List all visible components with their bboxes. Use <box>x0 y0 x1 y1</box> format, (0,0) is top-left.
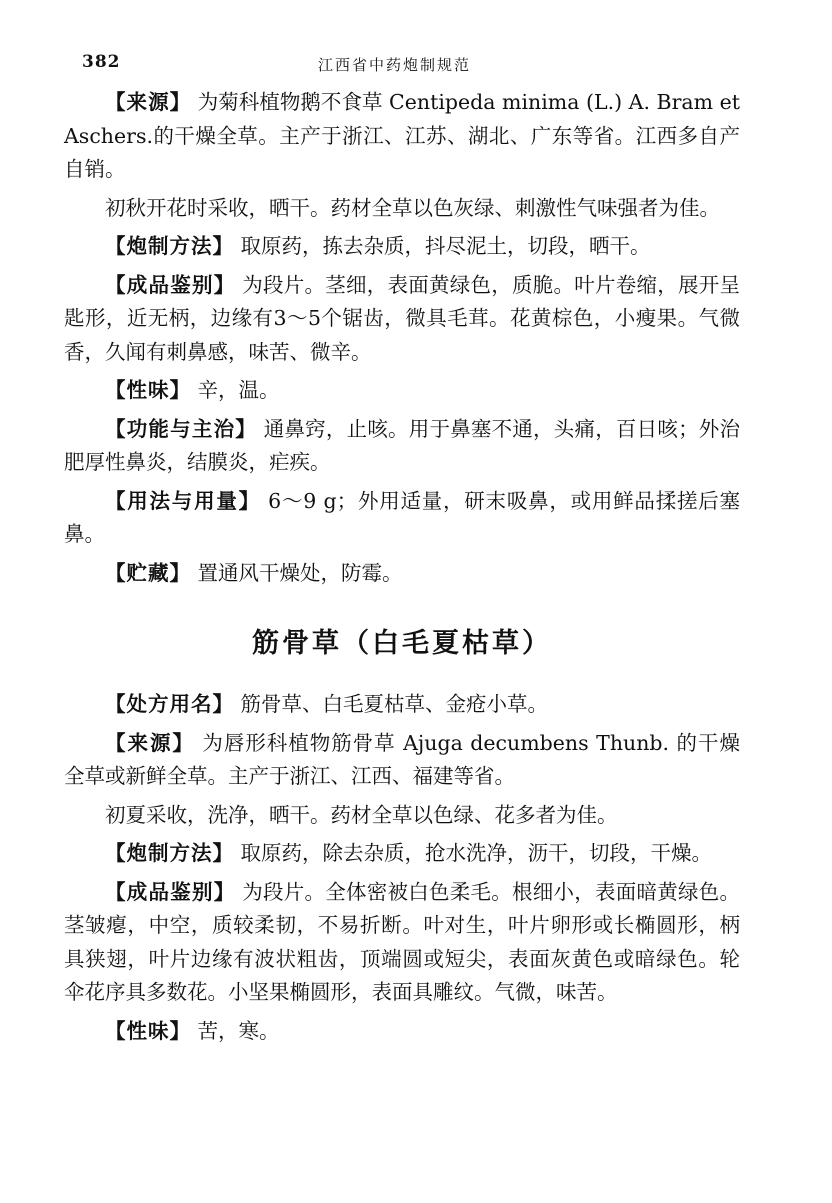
entry2-nature-label: 【性味】 <box>105 1018 191 1043</box>
entry1-source-text: 为菊科植物鹅不食草 Centipeda minima (L.) A. Bram et Aschers.的干燥全草。主产于浙江、江苏、湖北、广东等省。江西多自产自销。 <box>64 90 740 181</box>
entry2-processing-label: 【炮制方法】 <box>105 841 234 865</box>
entry1-usage-text: 6～9 g；外用适量，研末吸鼻，或用鲜品揉搓后塞鼻。 <box>64 488 740 546</box>
entry1-usage-label: 【用法与用量】 <box>105 488 261 513</box>
entry1-function-text: 通鼻窍，止咳。用于鼻塞不通，头痛，百日咳；外治肥厚性鼻炎，结膜炎，疟疾。 <box>64 416 741 474</box>
entry1-harvest: 初秋开花时采收，晒干。药材全草以色灰绿、刺激性气味强者为佳。 <box>105 195 720 220</box>
entry1-storage-label: 【贮藏】 <box>105 560 191 585</box>
entry1-source <box>64 86 740 187</box>
entry2-names-text: 筋骨草、白毛夏枯草、金疮小草。 <box>234 692 549 716</box>
entry1-function-label: 【功能与主治】 <box>105 416 258 441</box>
entry1-identification-label: 【成品鉴别】 <box>105 272 236 297</box>
entry2-source-text: 为唇形科植物筋骨草 Ajuga decumbens Thunb. 的干燥全草或新鲜全草。主产于浙江、江西、福建等省。 <box>64 730 740 788</box>
entry2-processing-text: 取原药，除去杂质，抢水洗净，沥干，切段，干燥。 <box>234 841 713 865</box>
entry1-processing <box>64 230 740 264</box>
entry2-harvest: 初夏采收，洗净，晒干。药材全草以色绿、花多者为佳。 <box>105 802 618 827</box>
entry2-names <box>64 688 740 722</box>
entry2-identification-text: 为段片。全体密被白色柔毛。根细小，表面暗黄绿色。茎皱瘪，中空，质较柔韧，不易折断。叶对生，叶片卵形或长椭圆形，柄具狭翅，叶片边缘有波状粗齿，顶端圆或短尖，表面灰黄色或暗绿色。轮伞花序具多数花。小坚果椭圆形，表面具雕纹。气微，味苦。 <box>64 879 741 1004</box>
running-title: 江西省中药炮制规范 <box>318 56 472 74</box>
entry1-function <box>64 413 740 480</box>
entry2-nature-text: 苦，寒。 <box>191 1018 280 1043</box>
page-header <box>68 52 742 82</box>
entry2-nature <box>64 1015 740 1049</box>
entry2-identification-label: 【成品鉴别】 <box>105 879 236 904</box>
entry1-nature <box>64 374 740 408</box>
page-number: 382 <box>82 52 121 72</box>
entry2-identification <box>64 876 740 1010</box>
entry2-names-label: 【处方用名】 <box>105 692 234 716</box>
entry1-identification <box>64 269 740 370</box>
entry2-processing <box>64 837 740 871</box>
page-content <box>64 86 740 1053</box>
entry1-identification-text: 为段片。茎细，表面黄绿色，质脆。叶片卷缩，展开呈匙形，近无柄，边缘有3～5个锯齿，微具毛茸。花黄棕色，小瘦果。气微香，久闻有刺鼻感，味苦、微辛。 <box>64 272 741 364</box>
entry1-processing-text: 取原药，拣去杂质，抖尽泥土，切段，晒干。 <box>234 234 651 258</box>
entry1-usage <box>64 485 740 552</box>
entry1-processing-label: 【炮制方法】 <box>105 234 234 258</box>
entry2-title: 筋骨草（白毛夏枯草） <box>252 628 552 659</box>
entry2-source-label: 【来源】 <box>105 730 195 755</box>
entry1-source-label: 【来源】 <box>105 90 192 114</box>
entry1-nature-text: 辛，温。 <box>191 378 280 402</box>
entry1-nature-label: 【性味】 <box>105 378 191 402</box>
entry1-storage <box>64 557 740 591</box>
entry1-storage-text: 置通风干燥处，防霉。 <box>191 560 403 585</box>
entry2-source <box>64 727 740 794</box>
